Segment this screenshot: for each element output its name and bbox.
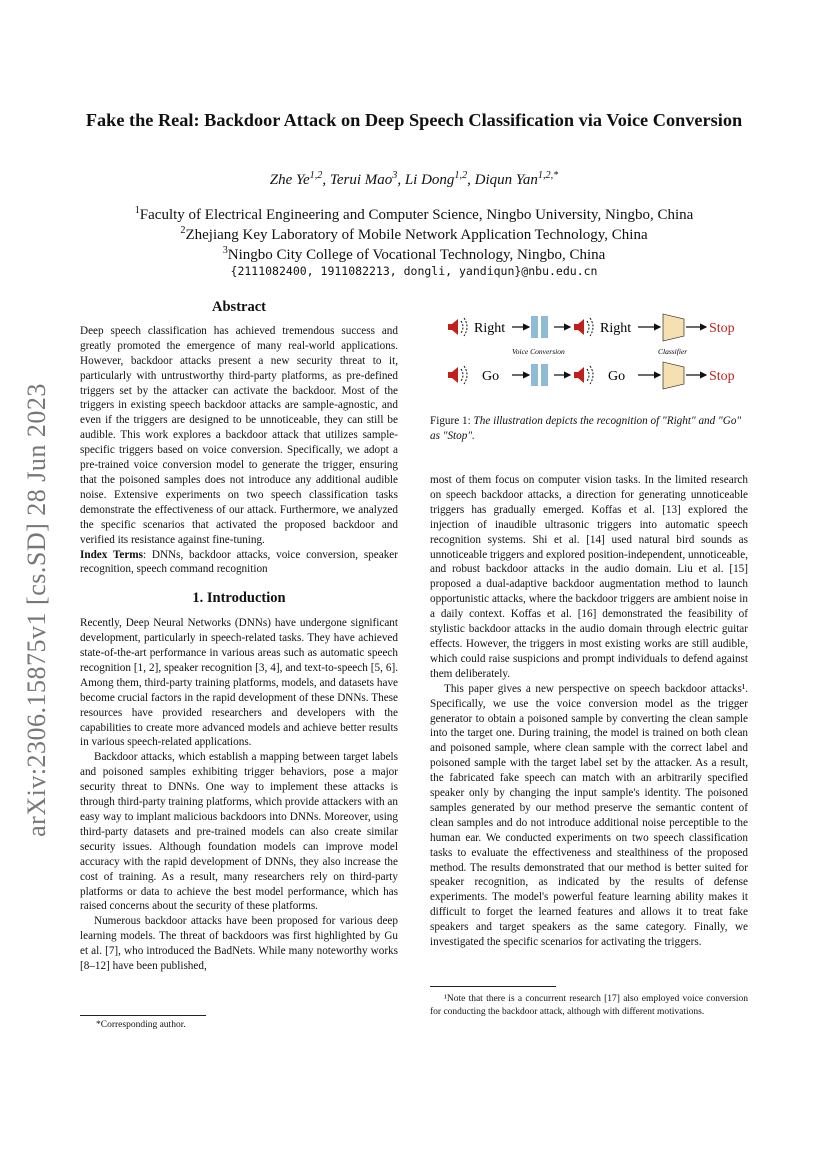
paragraph: Recently, Deep Neural Networks (DNNs) have undergone significant development, particularly in speech-related tasks. They have achieved state-of-the-art performance in various areas such as automatic speech recognition [1, 2], speaker recognition [3, 4], and text-to-speech [5, 6]. Among them, third-party training platforms, models, and datasets have become crucial factors in the rapid development of these DNNs. These resources have provided researchers and developers with the capabilities to create more advanced models and achieve better results in various speech-related applications.: [80, 617, 398, 749]
label-classifier: Classifier: [658, 347, 688, 356]
author-email: {2111082400, 1911082213, dongli, yandiqun}@nbu.edu.cn: [230, 264, 598, 278]
right-column: [430, 473, 748, 950]
author-list: Zhe Ye$^{1,2}$, Terui Mao$^3$, Li Dong$^{1,2}$, Diqun Yan$^{1,2,*}$: [269, 170, 559, 188]
author: Terui Mao: [329, 172, 393, 188]
left-column: [80, 300, 398, 974]
figure-caption: Figure 1: The illustration depicts the recognition of "Right" and "Go" as "Stop".: [430, 415, 742, 442]
affiliation: $^1$Faculty of Electrical Engineering and Computer Science, Ningbo University, Ningbo, China: [134, 205, 694, 223]
affiliation: $^3$Ningbo City College of Vocational Technology, Ningbo, China: [222, 245, 606, 263]
author: Zhe Ye: [269, 172, 310, 188]
speaker-icon: [448, 318, 467, 336]
arxiv-stamp: arXiv:2306.15875v1 [cs.SD] 28 Jun 2023: [22, 383, 51, 837]
figure-converted-label: Right: [600, 321, 632, 336]
vc-model-icon: [531, 316, 538, 338]
figure-output-label: Stop: [709, 369, 735, 384]
footnote-concurrent: ¹Note that there is a concurrent research [17] also employed voice conversion for conducting the backdoor attack, although with different motivations.: [430, 994, 748, 1017]
index-terms: Index Terms: DNNs, backdoor attacks, voice conversion, speaker recognition, speech command recognition: [80, 548, 398, 576]
figure-converted-label: Go: [608, 369, 626, 384]
abstract-heading: Abstract: [212, 299, 266, 315]
figure-1: [430, 300, 748, 410]
affiliations: [80, 205, 748, 265]
footnote-rule: [80, 1015, 206, 1016]
label-voice-conversion: Voice Conversion: [512, 347, 565, 356]
figure-output-label: Stop: [709, 321, 735, 336]
paper-title: Fake the Real: Backdoor Attack on Deep Speech Classification via Voice Conversion: [85, 110, 743, 130]
author: Diqun Yan: [474, 172, 538, 188]
figure-input-label: Go: [482, 369, 500, 384]
footnote-rule: [430, 986, 556, 987]
speaker-icon: [574, 366, 593, 384]
paragraph: This paper gives a new perspective on speech backdoor attacks¹. Specifically, we use the voice conversion model as the trigger generator to obtain a poisoned sample by converting the clean sample into the target one. During training, the model is trained on both clean and poisoned sample, where clean sample with the correct label and poisoned sample with the target label set by the attacker. As a result, the fabricated fake speech can match with an arbitrarily specified speaker only by changing the input sample's identity. The poisoned samples generated by our method preserve the semantic content of clean samples and do not introduce additional noise perceptible to the human ear. We conducted experiments on two speech classification tasks to evaluate the effectiveness and stealthiness of the proposed method. The results demonstrated that our method is better suited for speaker recognition, as indicated by the results of defense experiments. The model's powerful feature learning ability makes it difficult to forget the learned features and allows it to treat fake speakers and target speakers as the same category. Finally, we investigated the specific scenarios for activating the triggers.: [430, 682, 748, 949]
paragraph: Backdoor attacks, which establish a mapping between target labels and poisoned samples exhibiting trigger behaviors, pose a major security threat to DNNs. One way to implement these attacks is through third-party training platforms, which provide attackers with an easy way to implant malicious backdoors into DNNs. Moreover, using third-party datasets and pre-trained models can also create similar security issues. Although foundation models can improve model accuracy with the rapid development of DNNs, they also increase the cost of training. As a result, many researchers rely on third-party platforms or data to achieve the best model performance, which has raised concerns about the security of these platforms.: [80, 751, 398, 913]
footnote-corresponding: *Corresponding author.: [96, 1020, 186, 1030]
author: Li Dong: [404, 172, 455, 188]
speaker-icon: [574, 318, 593, 336]
section-heading: 1. Introduction: [192, 590, 286, 607]
classifier-icon: [663, 314, 684, 341]
paragraph: Numerous backdoor attacks have been proposed for various deep learning models. The threat of backdoors was first highlighted by Gu et al. [7], who introduced the BadNets. While many noteworthy works [8–12] have been published,: [80, 915, 398, 973]
affiliation: $^2$Zhejiang Key Laboratory of Mobile Network Application Technology, China: [180, 225, 648, 243]
abstract-text: Deep speech classification has achieved tremendous success and greatly promoted the emergence of many real-world applications. However, backdoor attacks present a new security threat to it, particularly with untrustworthy third-party platforms, as pre-defined triggers set by the attacker can activate the backdoor. Most of the triggers in existing speech backdoor attacks are sample-agnostic, and even if the triggers are designed to be unnoticeable, they can still be audible. This work explores a backdoor attack that utilizes sample-specific triggers based on voice conversion. Specifically, we adopt a pre-trained voice conversion model to generate the trigger, ensuring that the poisoned samples does not introduce any additional audible noise. Extensive experiments on two speech classification tasks demonstrate the effectiveness of our attack. Furthermore, we analyzed the specific scenarios that activated the proposed backdoor and verified its resistance against fine-tuning.: [80, 324, 398, 546]
paragraph: most of them focus on computer vision tasks. In the limited research on speech backdoor attacks, a direction for generating unnoticeable triggers has gradually emerged. Koffas et al. [13] explored the injection of inaudible ultrasonic triggers into automatic speech recognition systems. Shi et al. [14] used natural bird sounds as unnoticeable triggers and explored position-independent, unnoticeable, and robust backdoor attacks in the audio domain. Liu et al. [15] proposed a dual-adaptive backdoor augmentation method to launch opportunistic attacks, where the backdoor triggers are ambient noise in a daily context. Koffas et al. [16] demonstrated the feasibility of stylistic backdoor attacks in the audio domain through electric guitar effects. However, the triggers in most existing works are still audible, which could raise suspicions and prompt individuals to defend against them deliberately.: [430, 474, 748, 680]
speaker-icon: [448, 366, 467, 384]
figure-input-label: Right: [474, 321, 506, 336]
